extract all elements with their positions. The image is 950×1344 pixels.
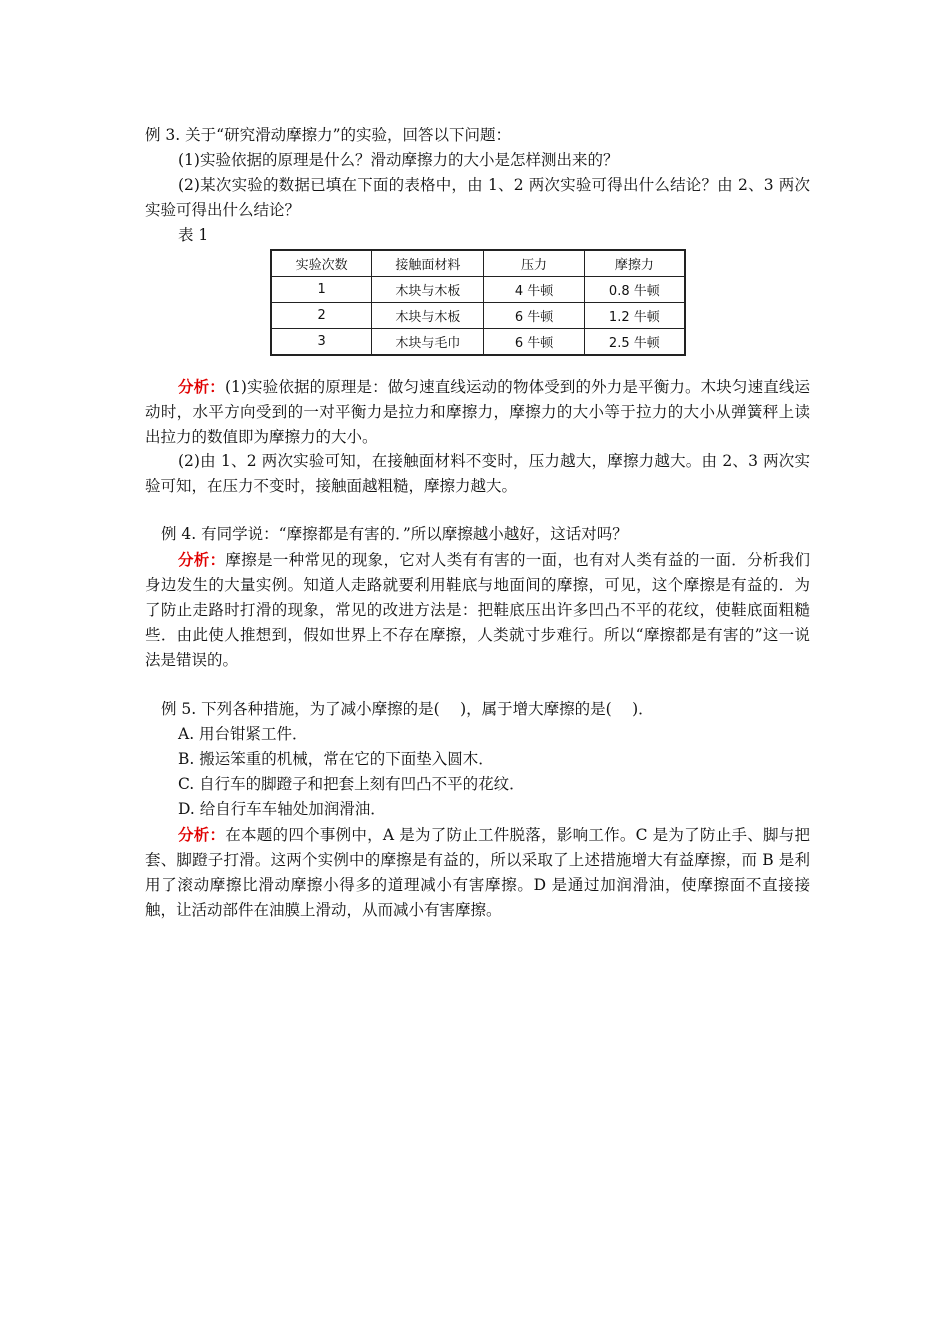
table-cell: 6 牛顿 <box>484 329 584 356</box>
table-row <box>271 277 685 303</box>
table-header-cell: 实验次数 <box>271 250 372 277</box>
analysis-text: (1)实验依据的原理是：做匀速直线运动的物体受到的外力是平衡力。木块匀速直线运动时，水平方向受到的一对平衡力是拉力和摩擦力，摩擦力的大小等于拉力的大小从弹簧秤上读出拉力的数值即为摩擦力的大小。 <box>145 378 810 446</box>
table-cell: 6 牛顿 <box>484 303 584 329</box>
analysis-text: 摩擦是一种常见的现象，它对人类有有害的一面，也有对人类有益的一面．分析我们身边发生的大量实例。知道人走路就要利用鞋底与地面间的摩擦，可见，这个摩擦是有益的．为了防止走路时打滑的现象，常见的改进方法是：把鞋底压出许多凹凸不平的花纹，使鞋底面粗糙些．由此使人推想到，假如世界上不存在摩擦，人类就寸步难行。所以“摩擦都是有害的”这一说法是错误的。 <box>145 551 810 669</box>
example-5-question: 例 5. 下列各种措施，为了减小摩擦的是( )，属于增大摩擦的是( )． <box>161 700 654 718</box>
table-row <box>271 303 685 329</box>
option-a: A. 用台钳紧工件． <box>178 725 308 743</box>
table-cell: 2.5 牛顿 <box>584 329 685 356</box>
example-3-analysis-2: (2)由 1、2 两次实验可知，在接触面材料不变时，压力越大，摩擦力越大。由 2、3 两次实验可知，在压力不变时，接触面越粗糙，摩擦力越大。 <box>145 452 810 495</box>
example-3-question: 例 3. 关于“研究滑动摩擦力”的实验，回答以下问题： <box>145 126 511 144</box>
table-cell: 2 <box>271 303 372 329</box>
table-cell: 4 牛顿 <box>484 277 584 303</box>
table-cell: 木块与毛巾 <box>372 329 484 356</box>
table-header-cell: 摩擦力 <box>584 250 685 277</box>
example-3-analysis-1 <box>145 374 810 450</box>
table-header-cell: 接触面材料 <box>372 250 484 277</box>
analysis-label: 分析： <box>178 825 226 844</box>
option-b: B. 搬运笨重的机械，常在它的下面垫入圆木． <box>178 750 494 768</box>
table-header-cell: 压力 <box>484 250 584 277</box>
table-caption: 表 1 <box>178 226 209 244</box>
table-row <box>271 329 685 356</box>
example-5-analysis <box>145 822 810 923</box>
analysis-text: 在本题的四个事例中，A 是为了防止工件脱落，影响工作。C 是为了防止手、脚与把套、脚蹬子打滑。这两个实例中的摩擦是有益的，所以采取了上述措施增大有益摩擦，而 B 是利用了滚动摩擦比滑动摩擦小得多的道理减小有害摩擦。D 是通过加润滑油，使摩擦面不直接接触，让活动部件在油膜上滑动，从而减小有害摩擦。 <box>145 826 810 919</box>
analysis-label: 分析： <box>178 550 226 569</box>
example-3-q1: (1)实验依据的原理是什么？滑动摩擦力的大小是怎样测出来的？ <box>178 151 619 169</box>
analysis-label: 分析： <box>178 377 225 396</box>
data-table <box>270 249 686 356</box>
example-4-analysis <box>145 547 810 673</box>
table-cell: 1 <box>271 277 372 303</box>
example-4-question: 例 4. 有同学说：“摩擦都是有害的．”所以摩擦越小越好，这话对吗？ <box>161 525 628 543</box>
table-header-row <box>271 250 685 277</box>
table-cell: 1.2 牛顿 <box>584 303 685 329</box>
example-3-q2: (2)某次实验的数据已填在下面的表格中，由 1、2 两次实验可得出什么结论？由 2、3 两次实验可得出什么结论？ <box>145 176 810 219</box>
option-d: D. 给自行车车轴处加润滑油． <box>178 800 386 818</box>
table-cell: 3 <box>271 329 372 356</box>
option-c: C. 自行车的脚蹬子和把套上刻有凹凸不平的花纹． <box>178 775 525 793</box>
table-cell: 木块与木板 <box>372 303 484 329</box>
table-cell: 木块与木板 <box>372 277 484 303</box>
table-cell: 0.8 牛顿 <box>584 277 685 303</box>
